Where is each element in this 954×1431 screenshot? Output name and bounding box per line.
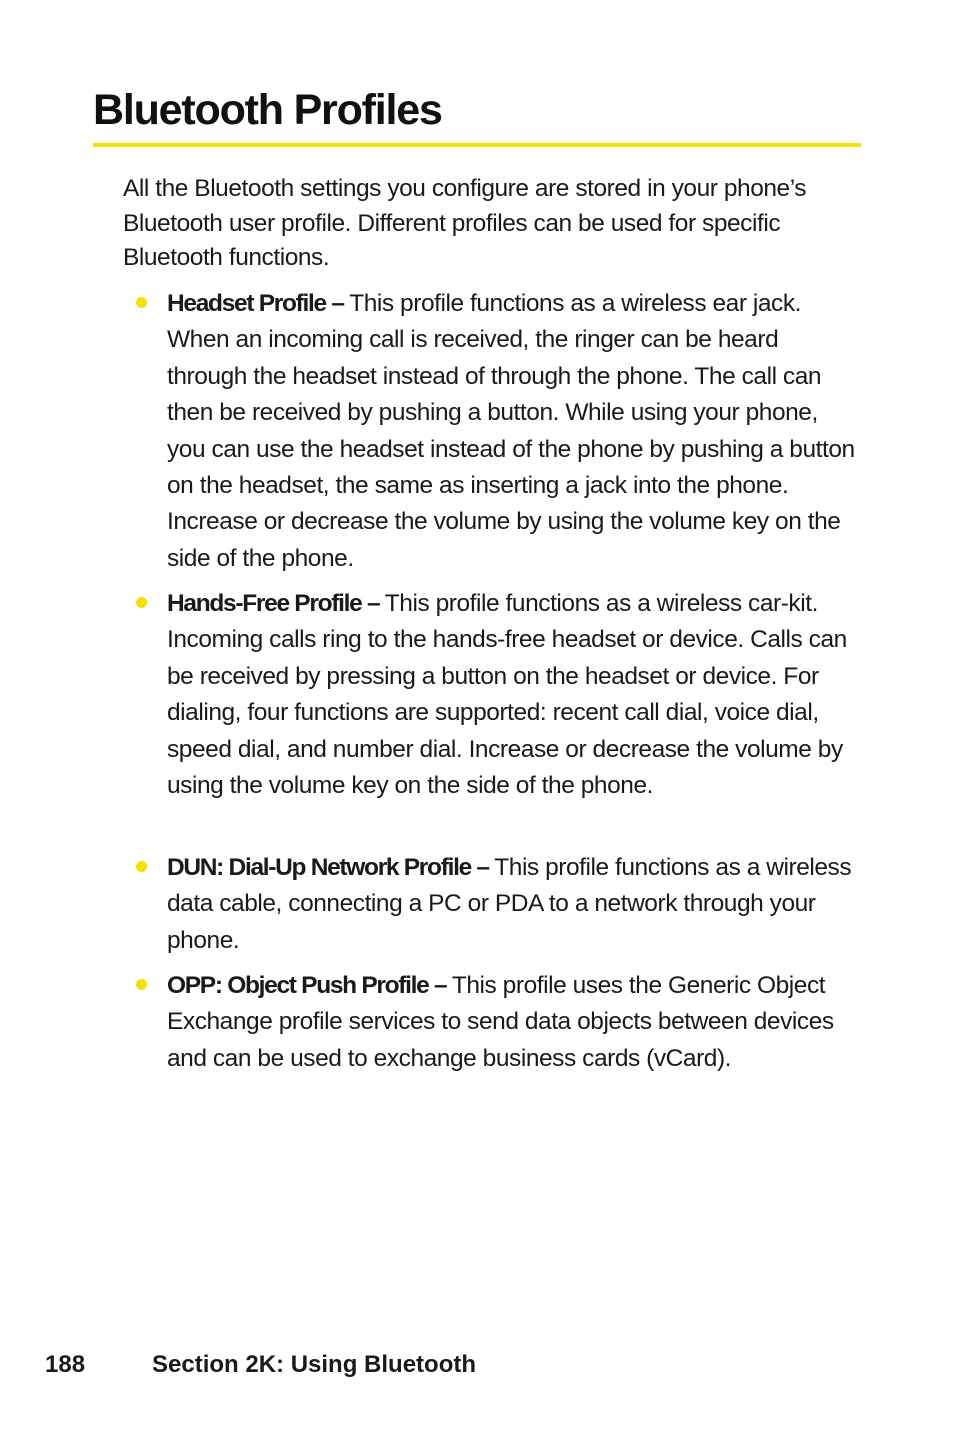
profile-description: This profile functions as a wireless data cable, connecting a PC or PDA to a network through your phone.: [167, 854, 852, 954]
page-number: 188: [45, 1351, 86, 1378]
list-item-headset-profile: [167, 286, 859, 577]
intro-paragraph: All the Bluetooth settings you configure are stored in your phone’s Bluetooth user profile. Different profiles can be used for specific Bluetooth functions.: [123, 175, 807, 271]
profile-term: DUN: Dial-Up Network Profile –: [167, 854, 495, 881]
list-item-dun-profile: [167, 850, 859, 959]
profile-term: Hands-Free Profile –: [167, 590, 385, 617]
profile-term: Headset Profile –: [167, 290, 350, 317]
bullet-icon: [136, 861, 147, 872]
profile-description: This profile functions as a wireless ear jack. When an incoming call is received, the ringer can be heard through the headset instead of through the phone. The call can then be received by pushing a button. While using your phone, you can use the headset instead of the phone by pushing a button on the headset, the same as inserting a jack into the phone. Increase or decrease the volume by using the volume key on the side of the phone.: [167, 290, 855, 572]
list-item-opp-profile: [167, 968, 859, 1077]
bullet-icon: [136, 597, 147, 608]
bullet-icon: [136, 979, 147, 990]
profile-term: OPP: Object Push Profile –: [167, 972, 452, 999]
section-label: Section 2K: Using Bluetooth: [152, 1351, 476, 1378]
page-footer: [45, 1348, 476, 1382]
profile-description: This profile uses the Generic Object Exchange profile services to send data objects between devices and can be used to exchange business cards (vCard).: [167, 972, 834, 1072]
profile-description: This profile functions as a wireless car-kit. Incoming calls ring to the hands-free headset or device. Calls can be received by pressing a button on the headset or device. For dialing, four functions are supported: recent call dial, voice dial, speed dial, and number dial. Increase or decrease the volume by using the volume key on the side of the phone.: [167, 590, 847, 800]
title-rule: [93, 143, 861, 147]
list-item-hands-free-profile: [167, 586, 859, 804]
page-title: Bluetooth Profiles: [93, 86, 442, 134]
bullet-icon: [136, 297, 147, 308]
